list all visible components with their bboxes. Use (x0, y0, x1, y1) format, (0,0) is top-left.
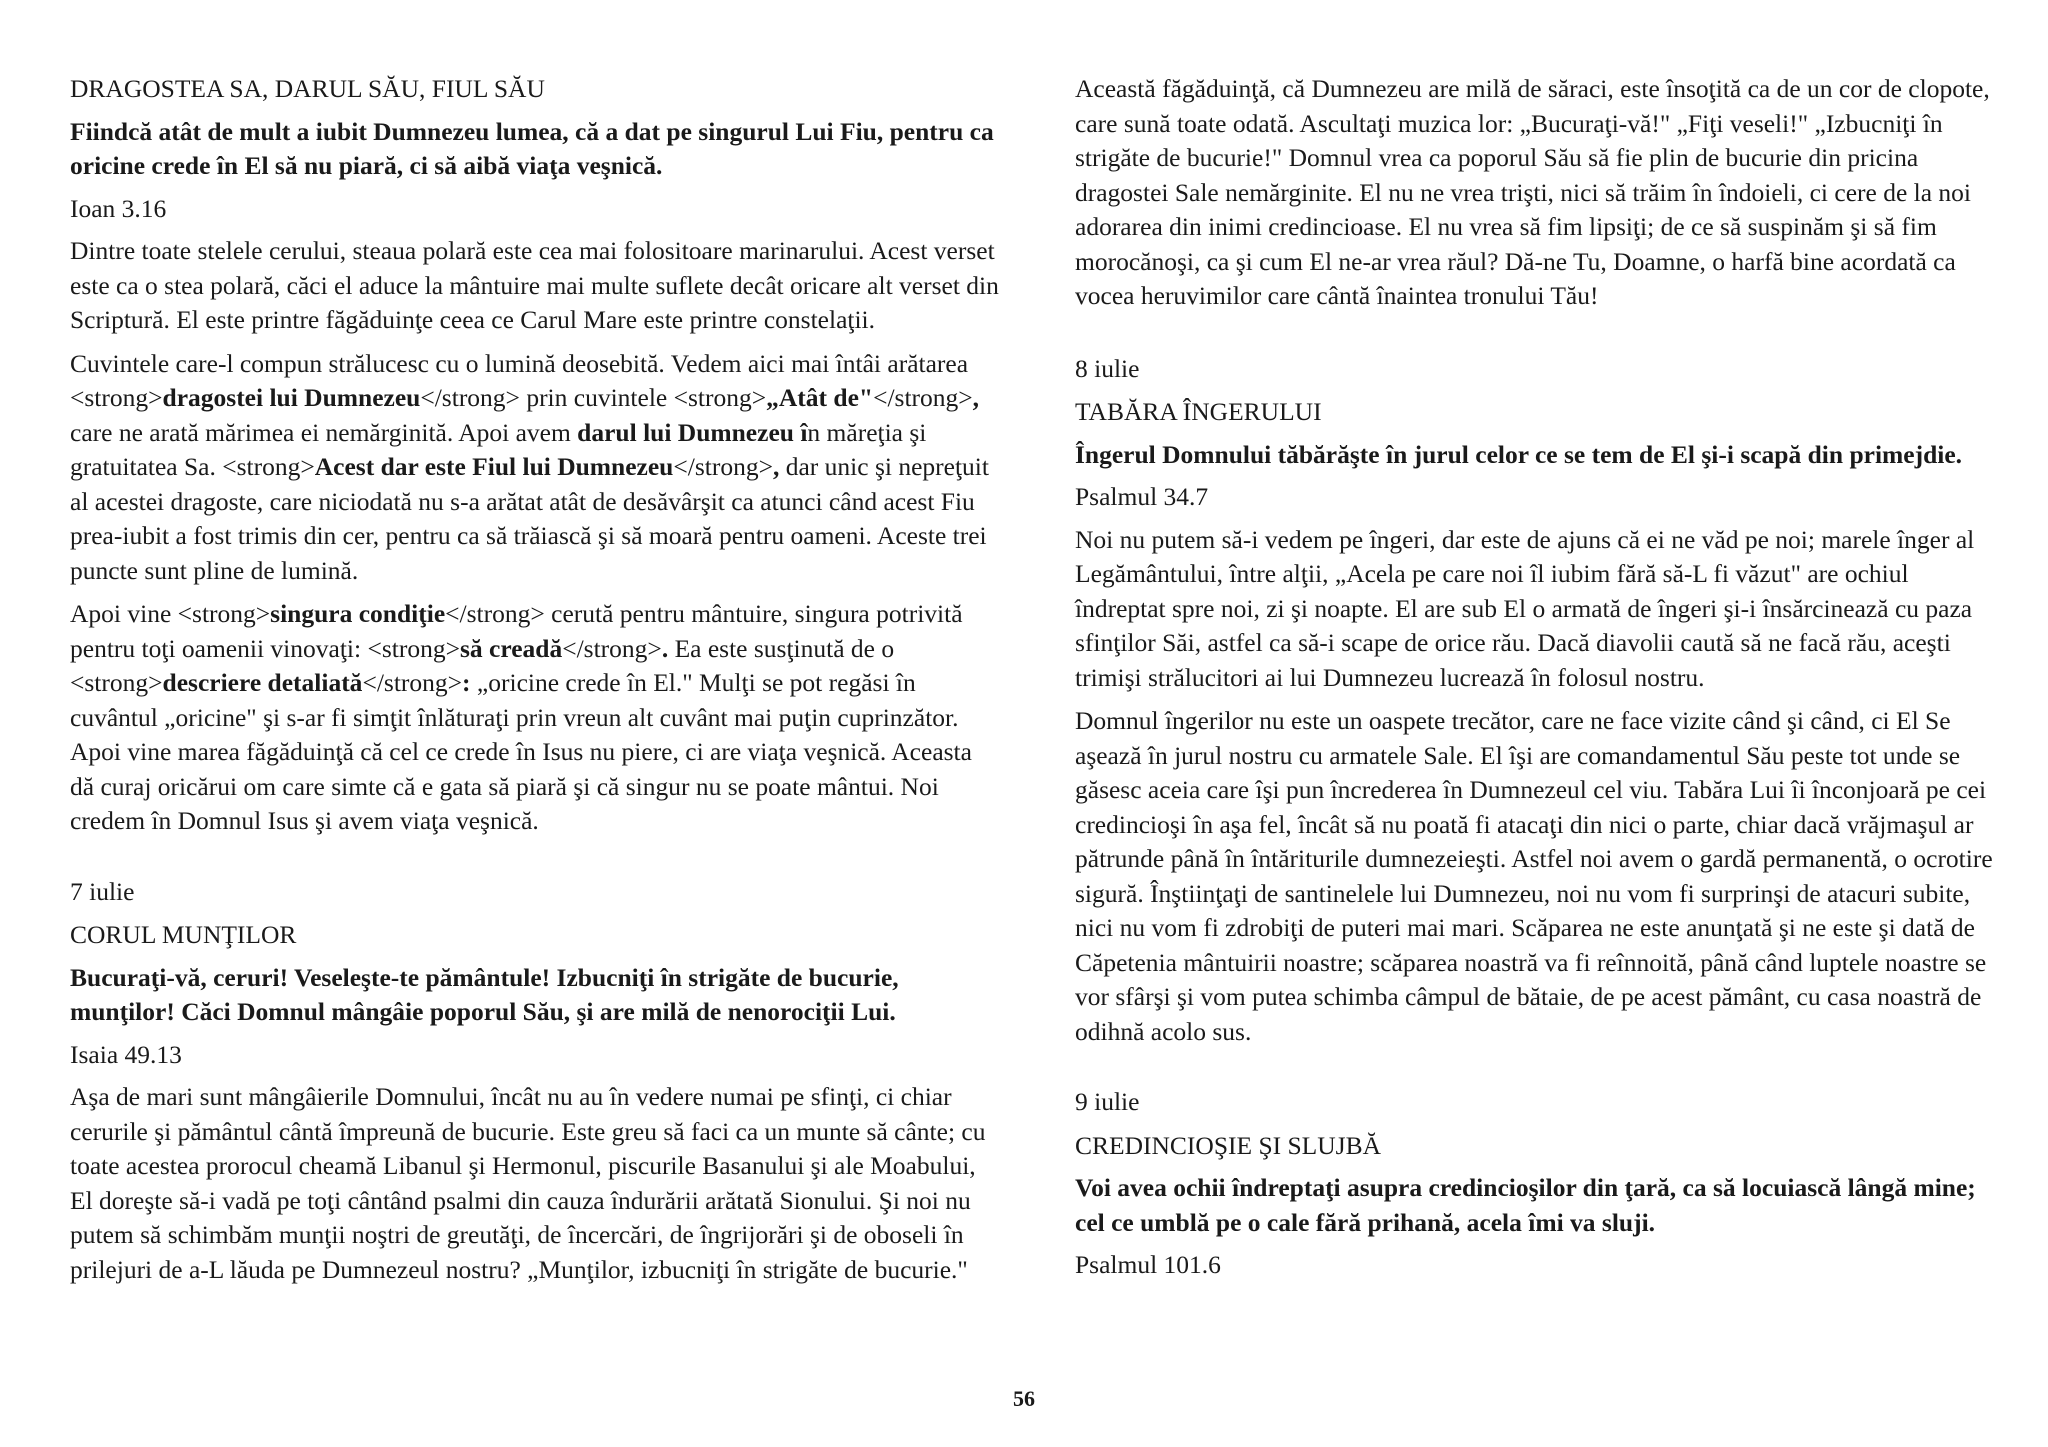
devotional-date: 9 iulie (1075, 1087, 1140, 1116)
body-paragraph: Această făgăduinţă, că Dumnezeu are milă de săraci, este însoţită ca de un cor de clopote, care sună toate odată. Ascultaţi muzica lor: „Bucuraţi-vă!" „Fiţi veseli!" „Izbucniţi în strigăte de bucurie!" Domnul vrea ca poporul Său să fie plin de bucurie din pricina dragostei Sale nemărginite. El nu ne vrea trişti, nici să trăim în îndoieli, ci cere de la noi adorarea din inimi credincioase. El nu vrea să fim lipsiţi; de ce să suspinăm şi să fim morocănoşi, ca şi cum El ne-ar vrea răul? Dă-ne Tu, Doamne, o harfă bine acordată ca vocea heruvimilor care cântă înaintea tronului Tău! (1075, 74, 1990, 310)
body-paragraph: Noi nu putem să-i vedem pe îngeri, dar este de ajuns că ei ne văd pe noi; marele înger al Legământului, între alţii, „Acela pe care noi îl iubim fără să-L fi văzut" are ochiul îndreptat spre noi, zi şi noapte. El are sub El o armată de îngeri şi-i însărcinează cu paza sfinţilor Săi, astfel ca să-i scape de orice rău. Dacă diavolii caută să ne facă rău, aceşti trimişi strălucitori ai lui Dumnezeu lucrează în folosul nostru. (1075, 524, 1975, 692)
devotional-verse: Îngerul Domnului tăbărăşte în jurul celor ce se tem de El şi-i scapă din primejdie. (1075, 439, 1963, 469)
body-paragraph: Apoi vine <strong>singura condiţie</strong> cerută pentru mântuire, singura potrivită pentru toţi oamenii vinovaţi: <strong>să creadă</strong>. Ea este susţinută de o <strong>descriere detaliată</strong>: „oricine crede în El." Mulţi se pot regăsi în cuvântul „oricine" şi s-ar fi simţit înlăturaţi prin vreun alt cuvânt mai puţin cuprinzător. Apoi vine marea făgăduinţă că cel ce crede în Isus nu piere, ci are viaţa veşnică. Aceasta dă curaj oricărui om care simte că e gata să piară şi că singur nu se poate mântui. Noi credem în Domnul Isus şi avem viaţa veşnică. (70, 599, 972, 835)
devotional-date: 7 iulie (70, 876, 135, 906)
right-column (1075, 72, 2005, 1291)
devotional-verse: Voi avea ochii îndreptaţi asupra credincioşilor din ţară, ca să locuiască lângă mine; cel ce umblă pe o cale fără prihană, acela îmi va sluji. (1075, 1173, 1976, 1237)
body-paragraph: Aşa de mari sunt mângâierile Domnului, încât nu au în vedere numai pe sfinţi, ci chiar cerurile şi pământul cântă împreună de bucurie. Este greu să faci ca un munte să cânte; cu toate acestea prorocul cheamă Libanul şi Hermonul, piscurile Basanului şi ale Moabului, El doreşte să-i vadă pe toţi cântând psalmi din cauza îndurării arătată Sionului. Şi noi nu putem să schimbăm munţii noştri de greutăţi, de încercări, de îngrijorări şi de oboseli în prilejuri de a-L lăuda pe Dumnezeul nostru? „Munţilor, izbucniţi în strigăte de bucurie." (70, 1082, 986, 1284)
devotional-title: CORUL MUNŢILOR (70, 920, 297, 949)
verse-reference: Psalmul 101.6 (1075, 1250, 1221, 1279)
body-paragraph: Dintre toate stelele cerului, steaua polară este cea mai folositoare marinarului. Acest verset este ca o stea polară, căci el aduce la mântuire mai multe suflete decât oricare alt verset din Scriptură. El este printre făgăduinţe ceea ce Carul Mare este printre constelaţii. (70, 236, 999, 334)
body-paragraph: Domnul îngerilor nu este un oaspete trecător, care ne face vizite când şi când, ci El Se aşează în jurul nostru cu armatele Sale. El îşi are comandamentul Său peste tot unde se găsesc aceia care îşi pun încrederea în Dumnezeul cel viu. Tabăra Lui îi înconjoară pe cei credincioşi în aşa fel, încât să nu poată fi atacaţi din nici o parte, chiar dacă vrăjmaşul ar pătrunde până în întăriturile dumnezeieşti. Astfel noi avem o gardă permanentă, o ocrotire sigură. Înştiinţaţi de santinelele lui Dumnezeu, noi nu vom fi surprinşi de atacuri subite, nici nu vom fi zdrobiţi de puteri mai mari. Scăparea ne este anunţată şi ne este şi dată de Căpetenia mântuirii noastre; scăparea noastră va fi reînnoită, până când luptele noastre se vor sfârşi şi vom putea schimba câmpul de bătaie, de pe acest pământ, cu casa noastră de odihnă acolo sus. (1075, 706, 1993, 1046)
verse-reference: Isaia 49.13 (70, 1039, 182, 1069)
verse-reference: Psalmul 34.7 (1075, 482, 1209, 511)
left-column (70, 72, 1000, 1296)
devotional-title: CREDINCIOŞIE ŞI SLUJBĂ (1075, 1130, 1382, 1160)
devotional-verse: Fiindcă atât de mult a iubit Dumnezeu lumea, că a dat pe singurul Lui Fiu, pentru ca oricine crede în El să nu piară, ci să aibă viaţa veşnică. (70, 116, 994, 180)
devotional-date: 8 iulie (1075, 353, 1140, 383)
devotional-title: DRAGOSTEA SA, DARUL SĂU, FIUL SĂU (70, 74, 545, 103)
devotional-title: TABĂRA ÎNGERULUI (1075, 397, 1322, 426)
page-number: 56 (1013, 1386, 1035, 1411)
verse-reference: Ioan 3.16 (70, 193, 167, 223)
devotional-verse: Bucuraţi-vă, ceruri! Veseleşte-te pământule! Izbucniţi în strigăte de bucurie, munţilor! Căci Domnul mângâie poporul Său, şi are milă de nenorociţii Lui. (70, 962, 899, 1026)
body-paragraph: Cuvintele care-l compun strălucesc cu o lumină deosebită. Vedem aici mai întâi arătarea <strong>dragostei lui Dumnezeu</strong> prin cuvintele <strong>„Atât de"</strong>, care ne arată mărimea ei nemărginită. Apoi avem darul lui Dumnezeu în măreţia şi gratuitatea Sa. <strong>Acest dar este Fiul lui Dumnezeu</strong>, dar unic şi nepreţuit al acestei dragoste, care niciodată nu s-a arătat atât de desăvârşit ca atunci când acest Fiu prea-iubit a fost trimis din cer, pentru ca să trăiască şi să moară pentru oameni. Aceste trei puncte sunt pline de lumină. (70, 348, 989, 585)
